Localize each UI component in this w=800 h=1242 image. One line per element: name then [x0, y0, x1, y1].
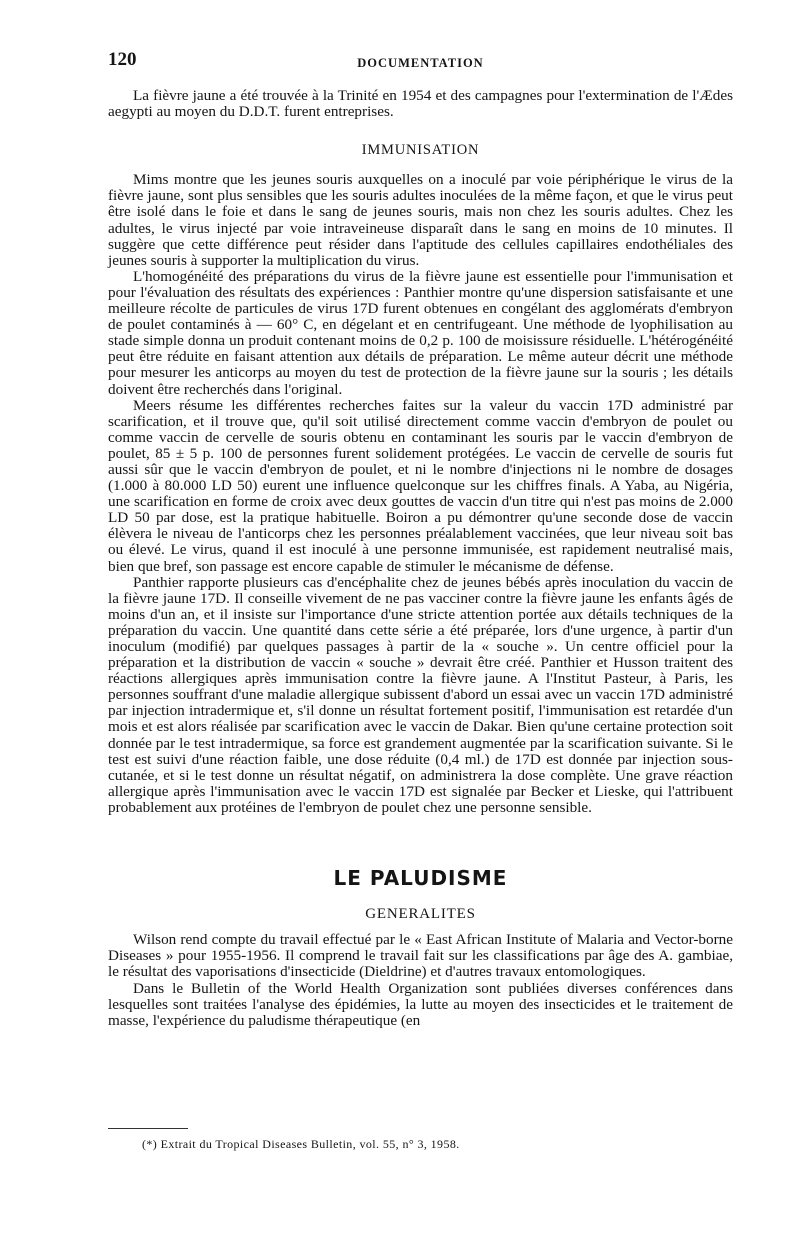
paragraph: Wilson rend compte du travail effectué par le « East African Institute of Malaria and Vector-borne Diseases » pour 1955-1956. Il comprend le travail fait sur les classifications par âge des A. gambiae, le résultat des vaporisations d'insecticide (Dieldrine) et d'autres travaux entomologiques. [108, 931, 733, 981]
footnote-rule [108, 1128, 188, 1129]
chapter-title-paludisme: LE PALUDISME [333, 866, 508, 891]
intro-paragraph: La fièvre jaune a été trouvée à la Trinité en 1954 et des campagnes pour l'extermination de l'Ædes aegypti au moyen du D.D.T. furent entreprises. [108, 87, 733, 121]
page-header [108, 49, 733, 74]
paragraph: L'homogénéité des préparations du virus de la fièvre jaune est essentielle pour l'immunisation et pour l'évaluation des résultats des expériences : Panthier montre qu'une dispersion satisfaisante et une meilleure récolte de particules de virus 17D furent obtenues en congélant des agglomérats d'embryon de poulet contaminés à — 60° C, en dégelant et en centrifugeant. Une méthode de lyophilisation au stade simple donna un produit contenant moins de 0,2 p. 100 de moisissure résiduelle. L'hétérogénéité peut être réduite en faisant attention aux détails de préparation. Le même auteur décrit une méthode pour mesurer les anticorps au moyen du test de protection de la fièvre jaune sur la souris ; les détails doivent être recherchés dans l'original. [108, 267, 733, 398]
section-title-generalites: GENERALITES [365, 906, 476, 923]
section-title-immunisation: IMMUNISATION [361, 142, 480, 159]
page-body [108, 88, 733, 1029]
page-number: 120 [108, 49, 137, 70]
paragraph: Mims montre que les jeunes souris auxquelles on a inoculé par voie périphérique le virus de la fièvre jaune, sont plus sensibles que les souris adultes inoculées de la même façon, et que le virus peut être isolé dans le foie et dans le sang de jeunes souris, mais non chez les souris adultes. Chez les adultes, le virus injecté par voie intraveineuse disparaît dans le sang en moins de 10 minutes. Il suggère que cette différence peut résider dans l'aptitude des cellules capillaires endothéliales des jeunes souris à supporter la multiplication du virus. [108, 171, 733, 269]
footnote: (*) Extrait du Tropical Diseases Bulletin, vol. 55, n° 3, 1958. [142, 1137, 460, 1151]
paragraph: Panthier rapporte plusieurs cas d'encéphalite chez de jeunes bébés après inoculation du vaccin de la fièvre jaune 17D. Il conseille vivement de ne pas vacciner contre la fièvre jaune les enfants âgés de moins d'un an, et il insiste sur l'importance d'une stricte attention portée aux détails techniques de la préparation du vaccin. Une quantité dans cette série a été préparée, lors d'une urgence, à partir d'un inoculum (modifié) par quelques passages à partir de la « souche ». Un centre officiel pour la préparation et la distribution de vaccin « souche » devrait être créé. Panthier et Husson traitent des réactions allergiques après immunisation contre la fièvre jaune. A l'Institut Pasteur, à Paris, les personnes souffrant d'une maladie allergique subissent d'abord un essai avec un vaccin 17D administré par injection intradermique et, s'il donne un résultat fortement positif, l'immunisation est retardée d'un mois et est alors réalisée par scarification avec le vaccin de Dakar. Bien qu'une certaine protection soit donnée par le test intradermique, sa force est grandement augmentée par la scarification suivante. Si le test est suivi d'une réaction faible, une dose réduite (0,4 ml.) de 17D est donnée par injection sous-cutanée, et si le test donne un résultat négatif, on administrera la dose complète. Une grave réaction allergique après l'immunisation avec le vaccin 17D est signalée par Becker et Lieske, qui l'attribuent probablement aux protéines de l'embryon de poulet chez une personne sensible. [108, 573, 733, 816]
running-title: DOCUMENTATION [357, 56, 484, 70]
paragraph: Dans le Bulletin of the World Health Organization sont publiées diverses conférences dans lesquelles sont traitées l'analyse des épidémies, la lutte au moyen des insecticides et le traitement de masse, l'expérience du paludisme thérapeutique (en [108, 979, 733, 1029]
paragraph: Meers résume les différentes recherches faites sur la valeur du vaccin 17D administré par scarification, et il trouve que, qu'il soit utilisé directement comme vaccin d'embryon de poulet ou comme vaccin de cervelle de souris obtenu en contaminant les souris par le vaccin d'embryon de poulet, 85 ± 5 p. 100 de personnes furent solidement protégées. Le vaccin de cervelle de souris fut aussi sûr que le vaccin d'embryon de poulet, et ni le nombre d'injections ni le nombre de dosages (1.000 à 80.000 LD 50) eurent une influence quelconque sur les chiffres finals. A Yaba, au Nigéria, une scarification en forme de croix avec deux gouttes de vaccin d'un titre qui n'est pas moins de 2.000 LD 50 par dose, est la pratique habituelle. Boiron a pu démontrer qu'une seconde dose de vaccin élèvera le niveau de l'anticorps chez les personnes préalablement vaccinées, que leur niveau soit bas ou élevé. Le virus, quand il est inoculé à une personne immunisée, est rapidement neutralisé mais, bien que bref, son passage est encore capable de stimuler le mécanisme de défense. [108, 396, 733, 575]
